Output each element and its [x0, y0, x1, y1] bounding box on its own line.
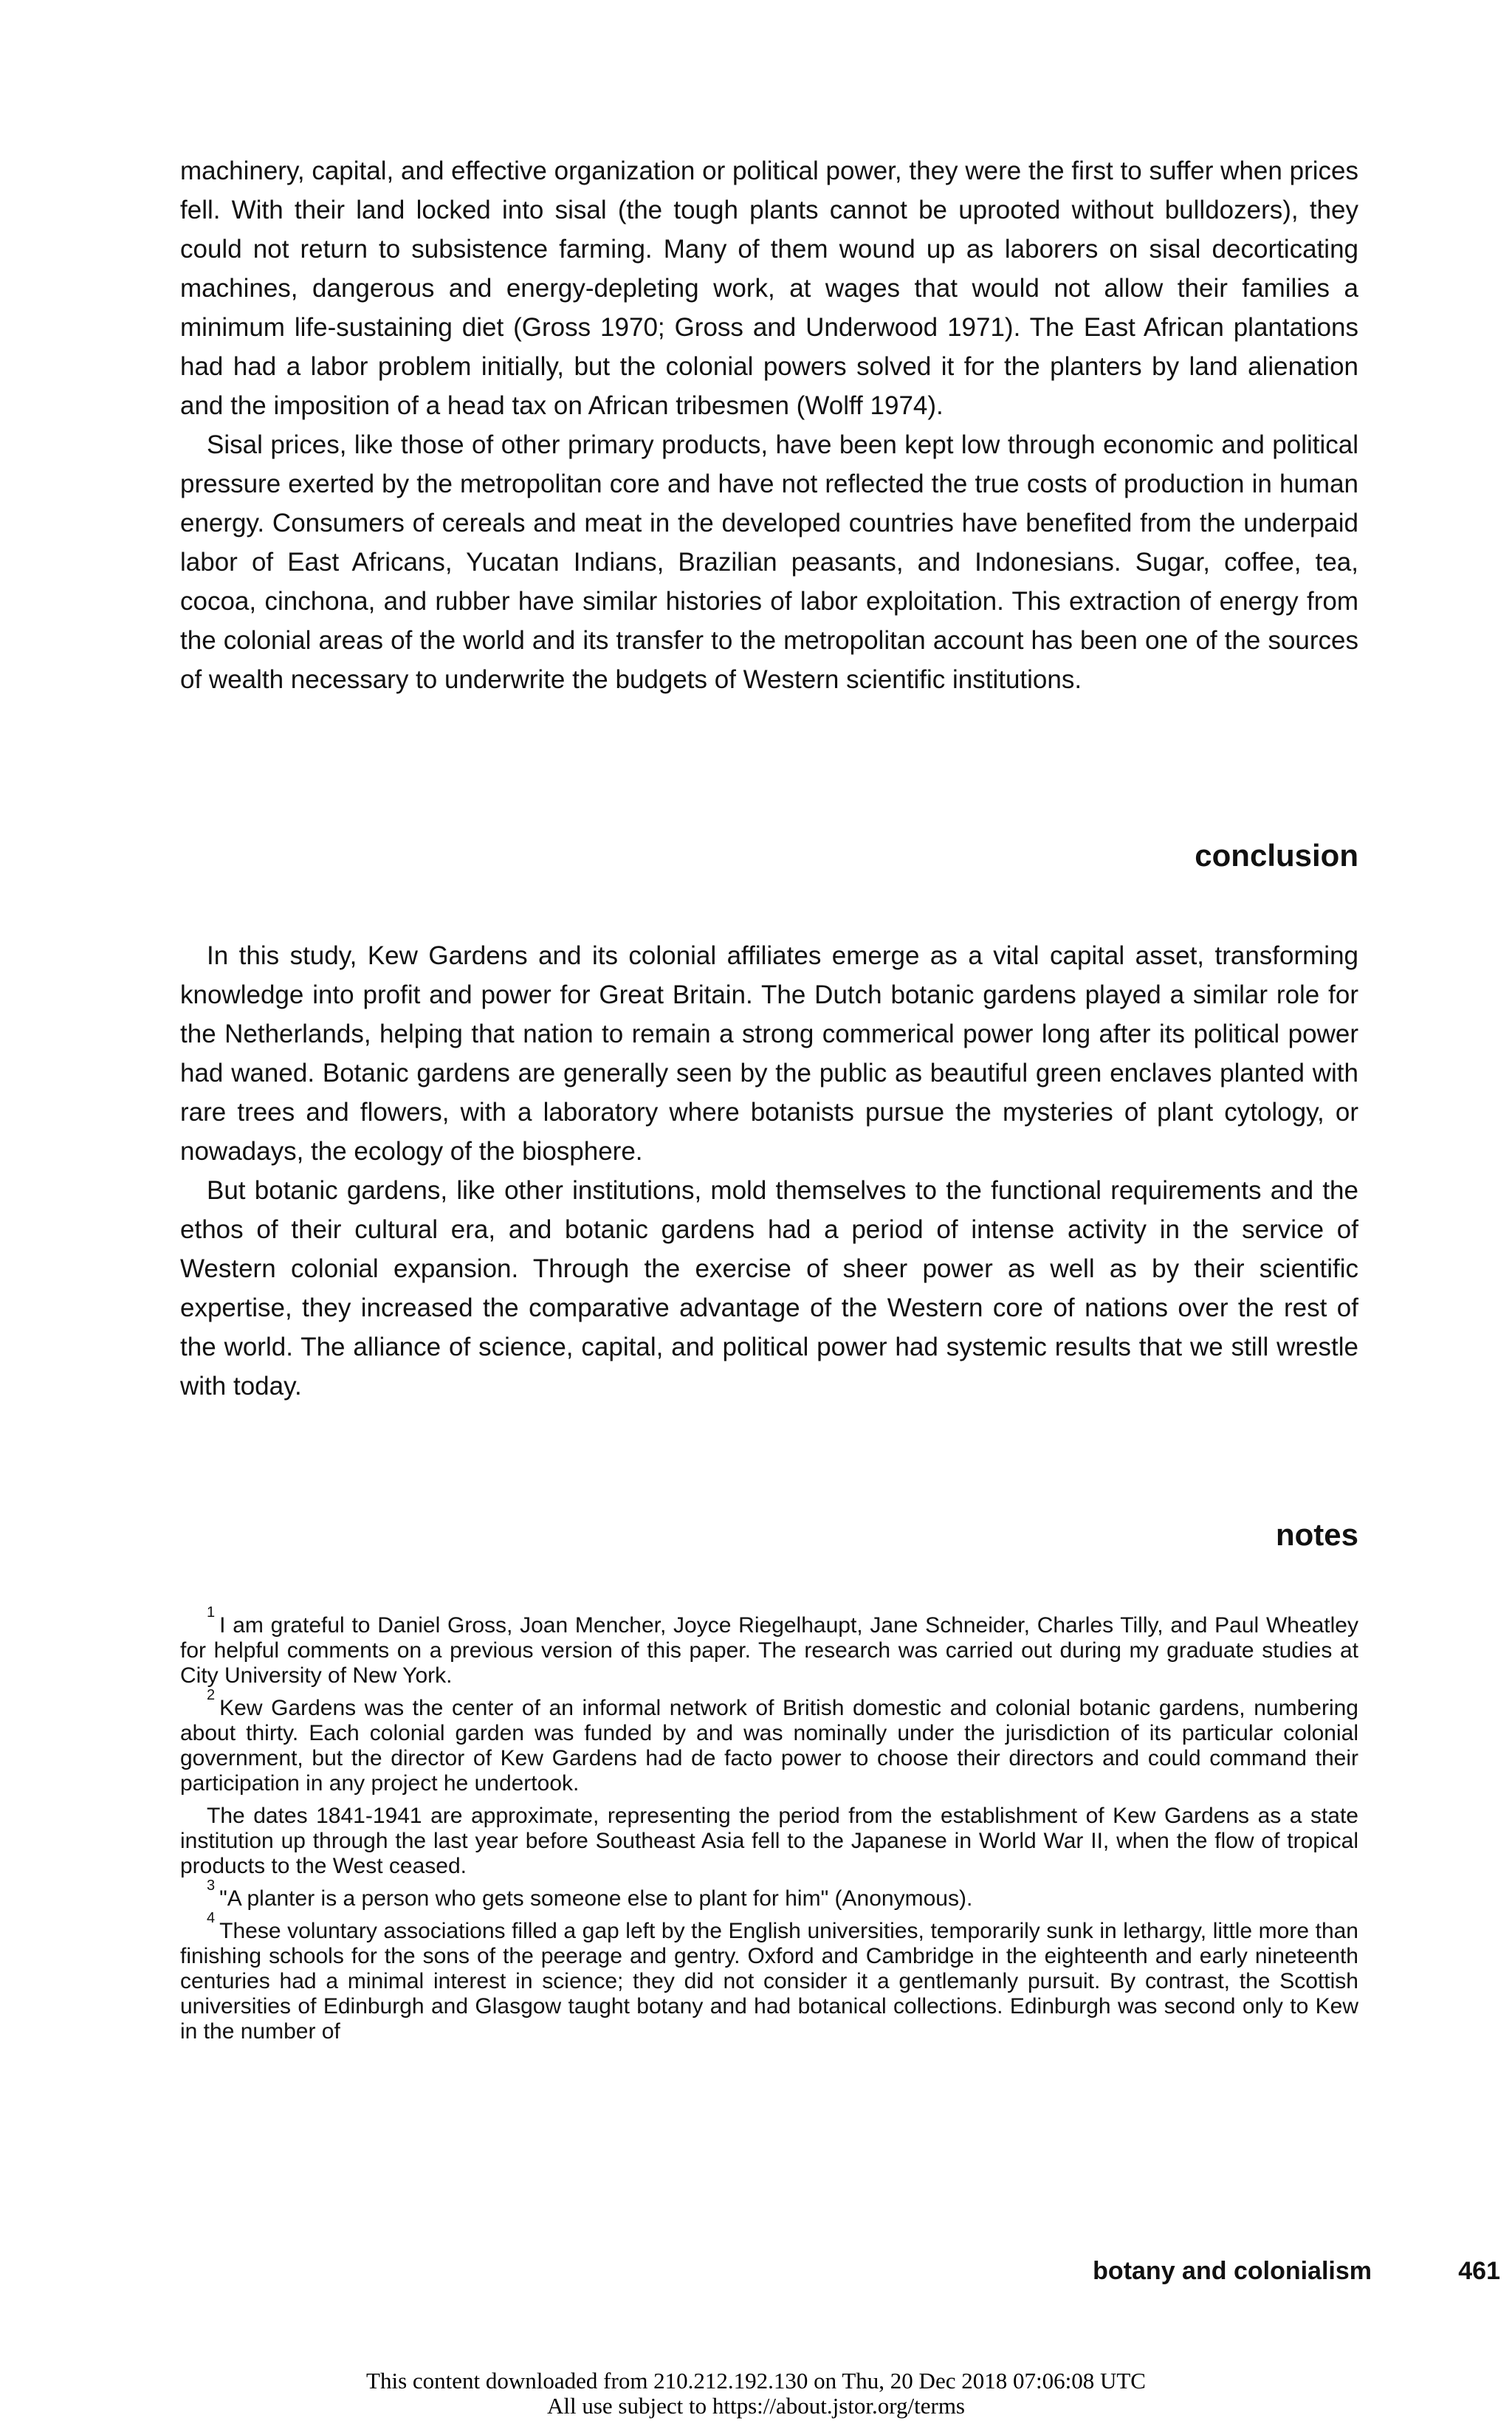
body-paragraph: In this study, Kew Gardens and its colonial affiliates emerge as a vital capital asset, transforming knowledge into profit and power for Great Britain. The Dutch botanic gardens played a similar role for the Netherlands, helping that nation to remain a strong commerical power long after its political power had waned. Botanic gardens are generally seen by the public as beautiful green enclaves planted with rare trees and flowers, with a laboratory where botanists pursue the mysteries of plant cytology, or nowadays, the ecology of the biosphere.: [180, 941, 1358, 1166]
body-paragraph: Sisal prices, like those of other primary products, have been kept low through economic and political pressure exerted by the metropolitan core and have not reflected the true costs of production in human energy. Consumers of cereals and meat in the developed countries have benefited from the underpaid labor of East Africans, Yucatan Indians, Brazilian peasants, and Indonesians. Sugar, coffee, tea, cocoa, cinchona, and rubber have similar histories of labor exploitation. This extraction of energy from the colonial areas of the world and its transfer to the metropolitan account has been one of the sources of wealth necessary to underwrite the budgets of Western scientific institutions.: [180, 430, 1358, 694]
footnote: [180, 1687, 1358, 1796]
page-number: 461: [1458, 2257, 1500, 2285]
footnote-text: "A planter is a person who gets someone else to plant for him" (Anonymous).: [219, 1886, 973, 1911]
running-title: botany and colonialism: [1093, 2257, 1372, 2285]
section-heading-conclusion: conclusion: [1195, 838, 1358, 873]
jstor-download-notice: [0, 2368, 1512, 2419]
footnote-number: 3: [207, 1877, 216, 1894]
footnote-text: I am grateful to Daniel Gross, Joan Mencher, Joyce Riegelhaupt, Jane Schneider, Charles Tilly, and Paul Wheatley for helpful comments on a previous version of this paper. The research was carried out during my graduate studies at City University of New York.: [180, 1613, 1358, 1688]
footnote-number: 1: [207, 1604, 216, 1621]
body-section-conclusion: [180, 936, 1358, 1406]
footnote-text: Kew Gardens was the center of an informal network of British domestic and colonial botanic gardens, numbering about thirty. Each colonial garden was funded by and was nominally under the jurisdiction of its particular colonial government, but the director of Kew Gardens had de facto power to choose their directors and could command their participation in any project he undertook.: [180, 1696, 1358, 1796]
section-heading-notes: notes: [1275, 1517, 1358, 1552]
body-paragraph: machinery, capital, and effective organization or political power, they were the first to suffer when prices fell. With their land locked into sisal (the tough plants cannot be uprooted without bulldozers), they could not return to subsistence farming. Many of them wound up as laborers on sisal decorticating machines, dangerous and energy-depleting work, at wages that would not allow their families a minimum life-sustaining diet (Gross 1970; Gross and Underwood 1971). The East African plantations had had a labor problem initially, but the colonial powers solved it for the planters by land alienation and the imposition of a head tax on African tribesmen (Wolff 1974).: [180, 157, 1358, 420]
footnote-number: 4: [207, 1910, 216, 1926]
notes-list: [180, 1604, 1358, 2052]
download-info-line: This content downloaded from 210.212.192.130 on Thu, 20 Dec 2018 07:06:08 UTC: [366, 2368, 1146, 2394]
body-section-top: [180, 151, 1358, 699]
terms-line: All use subject to https://about.jstor.org/terms: [546, 2393, 965, 2419]
footnote: [180, 1877, 1358, 1911]
footnote: [180, 1604, 1358, 1688]
footnote-text: These voluntary associations filled a gap left by the English universities, temporarily sunk in lethargy, little more than finishing schools for the sons of the peerage and gentry. Oxford and Cambridge in the eighteenth and early nineteenth centuries had a minimal interest in science; they did not consider it a gentlemanly pursuit. By contrast, the Scottish universities of Edinburgh and Glasgow taught botany and had botanical collections. Edinburgh was second only to Kew in the number of: [180, 1919, 1358, 2044]
body-paragraph: But botanic gardens, like other institutions, mold themselves to the functional requirements and the ethos of their cultural era, and botanic gardens had a period of intense activity in the service of Western colonial expansion. Through the exercise of sheer power as well as by their scientific expertise, they increased the comparative advantage of the Western core of nations over the rest of the world. The alliance of science, capital, and political power had systemic results that we still wrestle with today.: [180, 1176, 1358, 1401]
footnote: [180, 1910, 1358, 2044]
footnote: [180, 1804, 1358, 1879]
footnote-text: The dates 1841-1941 are approximate, representing the period from the establishment of Kew Gardens as a state institution up through the last year before Southeast Asia fell to the Japanese in World War II, when the flow of tropical products to the West ceased.: [180, 1804, 1358, 1878]
footnote-number: 2: [207, 1687, 216, 1703]
